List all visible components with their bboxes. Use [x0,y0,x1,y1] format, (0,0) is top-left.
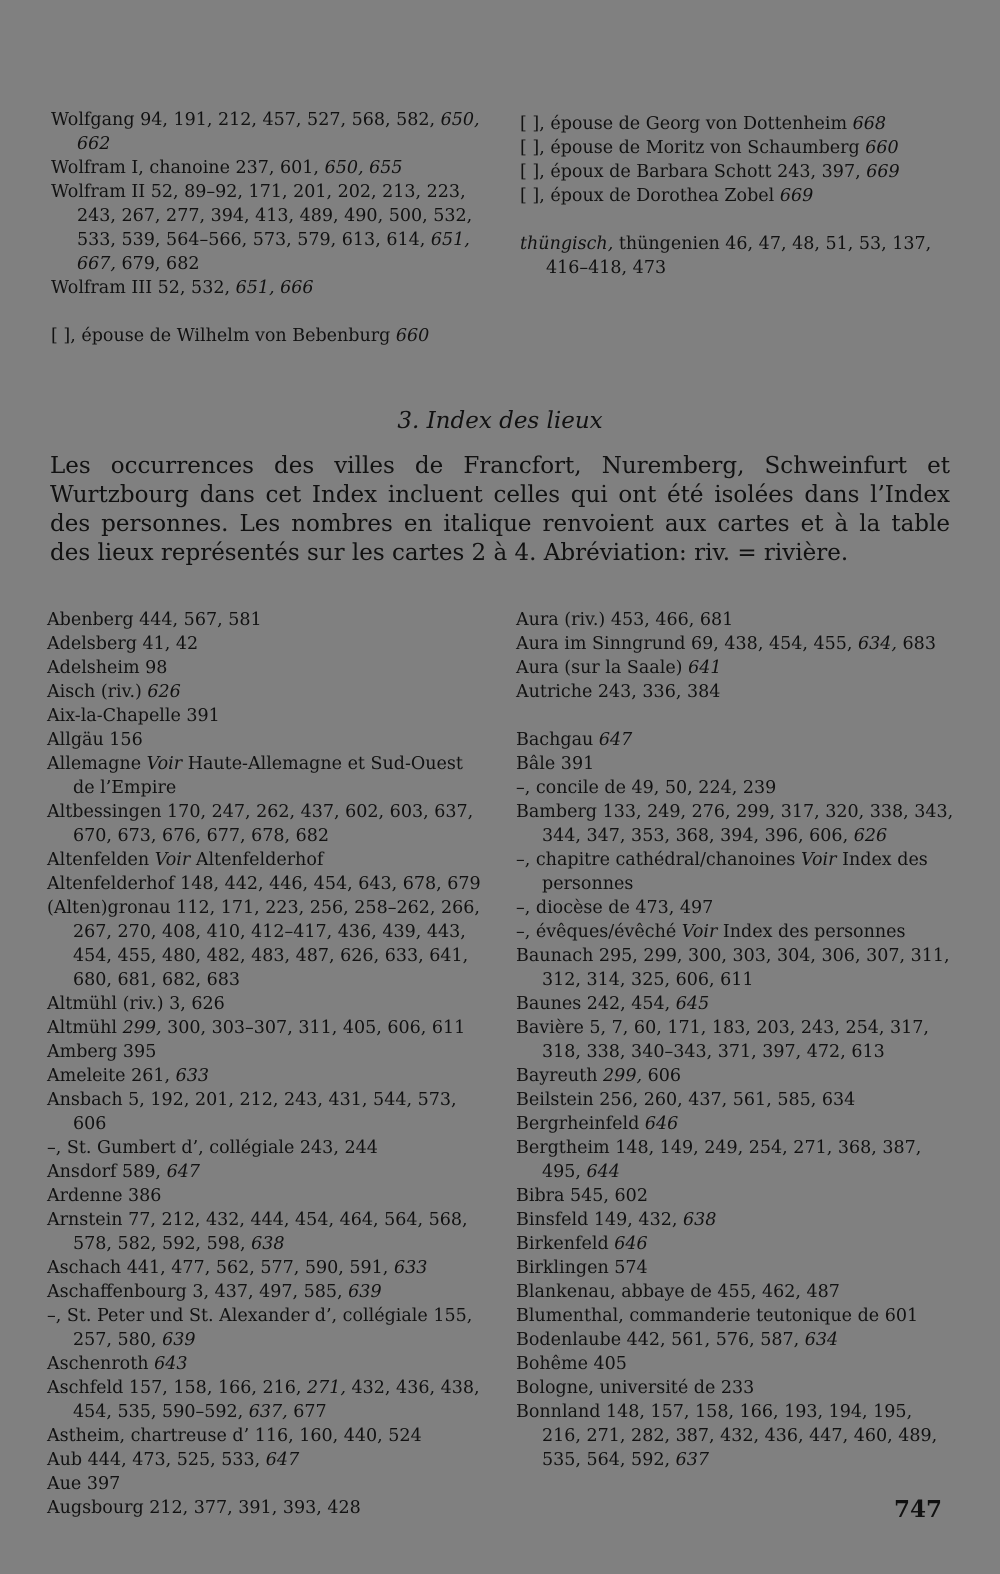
index-entry-italic-text: 638 [251,1234,285,1254]
index-entry [47,1088,487,1136]
index-entry-text: Altenfelden [47,850,155,870]
index-entry-text: Bergtheim 148, 149, 249, 254, 271, 368, 387, 495, [516,1138,922,1182]
index-entry-text: Arnstein 77, 212, 432, 444, 454, 464, 564, 568, 578, 582, 592, 598, [47,1210,468,1254]
index-entry [516,1280,956,1304]
index-entry [47,992,487,1016]
index-entry-text: Bâle 391 [516,754,595,774]
index-entry-text: 679, 682 [115,254,200,274]
index-entry-text: Aisch (riv.) [47,682,148,702]
index-entry [47,1160,487,1184]
index-entry-text: Altenfelderhof [190,850,324,870]
index-entry-italic-text: 650, 662 [77,110,480,154]
index-entry-text: Ansdorf 589, [47,1162,167,1182]
index-entry [516,992,956,1016]
index-entry [47,1376,487,1424]
index-entry-italic-text: 651, 667, [77,230,470,274]
index-entry-italic-text: 299, [122,1018,162,1038]
index-entry [516,944,956,992]
index-entry [516,1304,956,1328]
index-entry-italic-text: 646 [614,1234,648,1254]
index-entry [516,608,956,632]
index-entry-text: Aura (riv.) 453, 466, 681 [516,610,734,630]
index-entry [47,1208,487,1256]
index-entry-text: 683 [896,634,936,654]
index-entry-italic-text: 299, [603,1066,643,1086]
index-entry-italic-text: 651, 666 [235,278,314,298]
index-entry [516,1064,956,1088]
index-entry [47,1136,487,1160]
index-entry-text: Aura im Sinngrund 69, 438, 454, 455, [516,634,859,654]
index-entry-italic-text: 633 [393,1258,428,1278]
index-entry [47,1304,487,1352]
index-entry [47,848,487,872]
index-entry-text: Bayreuth [516,1066,604,1086]
index-column-bottom-left [47,608,487,1520]
index-entry-text: [ ], épouse de Georg von Dottenheim [520,114,853,134]
index-entry-italic-text: 647 [598,730,633,750]
index-entry [520,160,960,184]
index-entry-text: –, diocèse de 473, 497 [516,898,714,918]
index-entry [516,1208,956,1232]
index-entry-text: Wolfram II 52, 89–92, 171, 201, 202, 213, 223, 243, 267, 277, 394, 413, 489, 490, 500, 532, 533, 539, 564–566, 573, 579, 613, 614, [51,182,473,250]
index-entry-text: Aschenroth [47,1354,155,1374]
index-entry-text: [ ], époux de Dorothea Zobel [520,186,780,206]
index-entry-italic-text: 668 [852,114,887,134]
index-entry-text: Astheim, chartreuse d’ 116, 160, 440, 524 [47,1426,422,1446]
index-entry-text: [ ], épouse de Wilhelm von Bebenburg [51,326,396,346]
index-entry-italic-text: 639 [162,1330,196,1350]
index-entry-text: Binsfeld 149, 432, [516,1210,683,1230]
index-entry-text: –, concile de 49, 50, 224, 239 [516,778,777,798]
index-entry [516,752,956,776]
index-entry-text: Wolfram III 52, 532, [51,278,236,298]
index-entry [516,1136,956,1184]
index-entry [516,680,956,704]
index-entry [51,324,491,348]
index-entry-italic-text: 641 [688,658,722,678]
index-entry [47,752,487,800]
index-entry-text: 606 [642,1066,681,1086]
index-entry-text: Adelsberg 41, 42 [47,634,199,654]
index-entry [51,108,491,156]
index-entry-text: Aue 397 [47,1474,121,1494]
index-entry [47,1472,487,1496]
index-entry [516,632,956,656]
index-entry-text: Altmühl [47,1018,123,1038]
index-entry [51,180,491,276]
index-entry-italic-text: 634, [858,634,897,654]
index-entry-text: Bachgau [516,730,599,750]
index-entry [516,848,956,896]
index-entry-text: –, évêques/évêché [516,922,682,942]
index-entry-text: Birklingen 574 [516,1258,648,1278]
index-entry-italic-text: 638 [682,1210,717,1230]
index-entry [47,1064,487,1088]
entry-spacer [516,704,956,728]
index-entry [47,608,487,632]
index-entry-text: Baunes 242, 454, [516,994,676,1014]
index-entry-italic-text: 637 [675,1450,709,1470]
index-entry-italic-text: Voir [800,850,837,870]
index-entry [47,704,487,728]
index-entry [516,1376,956,1400]
index-entry-text: Altbessingen 170, 247, 262, 437, 602, 603, 637, 670, 673, 676, 677, 678, 682 [47,802,474,846]
index-entry [47,896,487,992]
index-entry-text: Augsbourg 212, 377, 391, 393, 428 [47,1498,361,1518]
index-entry-text: Abenberg 444, 567, 581 [47,610,262,630]
index-entry-text: Allemagne [47,754,147,774]
index-entry [516,1352,956,1376]
index-entry-text: [ ], épouse de Moritz von Schaumberg [520,138,866,158]
index-entry-text: thüngenien 46, 47, 48, 51, 53, 137, 416–418, 473 [546,234,932,278]
index-entry-text: Aura (sur la Saale) [516,658,689,678]
index-entry-italic-text: 271, [307,1378,346,1398]
index-entry [47,1448,487,1472]
index-entry [47,680,487,704]
index-entry-text: Bonnland 148, 157, 158, 166, 193, 194, 195, 216, 271, 282, 387, 432, 436, 447, 460, 489, 535, 564, 592, [516,1402,938,1470]
index-entry [47,1496,487,1520]
index-entry [516,1256,956,1280]
index-entry-text: Index des personnes [717,922,906,942]
index-entry-text: Haute-Allemagne et Sud-Ouest de l’Empire [73,754,463,798]
index-entry-italic-text: thüngisch, [520,234,614,254]
index-entry-italic-text: Voir [681,922,718,942]
index-entry [47,1280,487,1304]
index-entry-italic-text: Voir [146,754,183,774]
index-entry-text: 432, 436, 438, 454, 535, 590–592, [73,1378,480,1422]
index-entry-text: Blankenau, abbaye de 455, 462, 487 [516,1282,840,1302]
page-number: 747 [893,1496,942,1523]
index-entry-text: Bologne, université de 233 [516,1378,755,1398]
index-entry [516,920,956,944]
index-entry-italic-text: 660 [865,138,899,158]
index-entry [47,632,487,656]
index-entry-text: Ameleite 261, [47,1066,176,1086]
index-entry [516,1328,956,1352]
index-entry-italic-text: 646 [644,1114,679,1134]
index-entry-text: Aschach 441, 477, 562, 577, 590, 591, [47,1258,394,1278]
index-entry-text: Blumenthal, commanderie teutonique de 601 [516,1306,919,1326]
index-entry-text: Aub 444, 473, 525, 533, [47,1450,266,1470]
index-entry-italic-text: Voir [154,850,191,870]
index-entry-italic-text: 633 [175,1066,210,1086]
index-entry [516,1400,956,1472]
index-entry-italic-text: 669 [866,162,900,182]
index-entry-text: Bavière 5, 7, 60, 171, 183, 203, 243, 254, 317, 318, 338, 340–343, 371, 397, 472, 613 [516,1018,929,1062]
index-entry-text: –, St. Gumbert d’, collégiale 243, 244 [47,1138,378,1158]
entry-spacer [520,208,960,232]
index-entry-italic-text: 645 [675,994,710,1014]
index-entry [516,800,956,848]
index-entry [520,136,960,160]
index-entry-italic-text: 634 [804,1330,839,1350]
index-entry-text: Bodenlaube 442, 561, 576, 587, [516,1330,805,1350]
index-entry-text: –, chapitre cathédral/chanoines [516,850,801,870]
index-entry-italic-text: 669 [779,186,814,206]
index-entry-text: 300, 303–307, 311, 405, 606, 611 [161,1018,466,1038]
index-entry-text: Ardenne 386 [47,1186,162,1206]
index-entry-text: Beilstein 256, 260, 437, 561, 585, 634 [516,1090,856,1110]
index-entry [516,1112,956,1136]
index-entry-text: –, St. Peter und St. Alexander d’, collégiale 155, 257, 580, [47,1306,473,1350]
index-entry-italic-text: 639 [348,1282,382,1302]
index-entry [516,896,956,920]
index-entry [516,728,956,752]
index-entry [47,1040,487,1064]
index-entry-text: Aschaffenbourg 3, 437, 497, 585, [47,1282,349,1302]
index-entry-text: Aix-la-Chapelle 391 [47,706,220,726]
index-entry-italic-text: 647 [265,1450,300,1470]
index-entry-text: Ansbach 5, 192, 201, 212, 243, 431, 544, 573, 606 [47,1090,457,1134]
index-entry [516,1016,956,1064]
index-entry [516,656,956,680]
entry-spacer [51,300,491,324]
index-entry-text: Altenfelderhof 148, 442, 446, 454, 643, 678, 679 [47,874,481,894]
index-entry [516,1088,956,1112]
index-entry-text: Adelsheim 98 [47,658,168,678]
index-entry [51,276,491,300]
index-entry-italic-text: 650, 655 [324,158,403,178]
intro-paragraph: Les occurrences des villes de Francfort, Nuremberg, Schweinfurt et Wurtzbourg dans cet Index incluent celles qui ont été isolées dans l’Index des personnes. Les nombres en italique renvoient aux cartes et à la table des lieux représentés sur les cartes 2 à 4. Abréviation: riv. = rivière. [50,453,950,566]
index-entry [47,656,487,680]
index-entry [520,232,960,280]
index-entry-text: Altmühl (riv.) 3, 626 [47,994,225,1014]
index-entry-text: Autriche 243, 336, 384 [516,682,721,702]
index-entry [47,800,487,848]
index-entry-text: 677 [287,1402,327,1422]
index-entry-text: Bohême 405 [516,1354,627,1374]
index-column-bottom-right [516,608,956,1472]
index-entry-italic-text: 626 [853,826,888,846]
index-entry [47,872,487,896]
index-entry [516,1184,956,1208]
index-entry-italic-text: 660 [395,326,430,346]
index-entry [520,184,960,208]
index-entry [520,112,960,136]
index-entry [51,156,491,180]
index-entry [47,728,487,752]
index-column-top-left [51,108,491,348]
index-entry [47,1016,487,1040]
index-entry-text: Baunach 295, 299, 300, 303, 304, 306, 307, 311, 312, 314, 325, 606, 611 [516,946,950,990]
index-entry-text: Wolfgang 94, 191, 212, 457, 527, 568, 582, [51,110,441,130]
index-entry [47,1184,487,1208]
index-entry-text: Index des personnes [542,850,928,894]
index-entry [516,1232,956,1256]
index-entry-text: Bibra 545, 602 [516,1186,648,1206]
section-title: 3. Index des lieux [397,408,603,434]
index-entry [47,1352,487,1376]
index-entry-text: Allgäu 156 [47,730,143,750]
index-entry-text: Birkenfeld [516,1234,615,1254]
index-entry-italic-text: 637, [248,1402,288,1422]
index-entry-text: Aschfeld 157, 158, 166, 216, [47,1378,307,1398]
index-entry-italic-text: 644 [586,1162,620,1182]
index-entry [47,1256,487,1280]
index-entry-text: Wolfram I, chanoine 237, 601, [51,158,325,178]
index-entry [47,1424,487,1448]
index-entry-italic-text: 647 [166,1162,200,1182]
index-entry [516,776,956,800]
index-entry-text: Bamberg 133, 249, 276, 299, 317, 320, 338, 343, 344, 347, 353, 368, 394, 396, 606, [516,802,954,846]
index-column-top-right [520,112,960,280]
index-entry-italic-text: 643 [154,1354,188,1374]
index-entry-text: Amberg 395 [47,1042,157,1062]
index-entry-text: Bergrheinfeld [516,1114,645,1134]
index-entry-italic-text: 626 [147,682,181,702]
index-entry-text: (Alten)gronau 112, 171, 223, 256, 258–262, 266, 267, 270, 408, 410, 412–417, 436, 439, 443, 454, 455, 480, 482, 483, 487, 626, 633, 641, 680, 681, 682, 683 [47,898,480,990]
index-entry-text: [ ], époux de Barbara Schott 243, 397, [520,162,867,182]
